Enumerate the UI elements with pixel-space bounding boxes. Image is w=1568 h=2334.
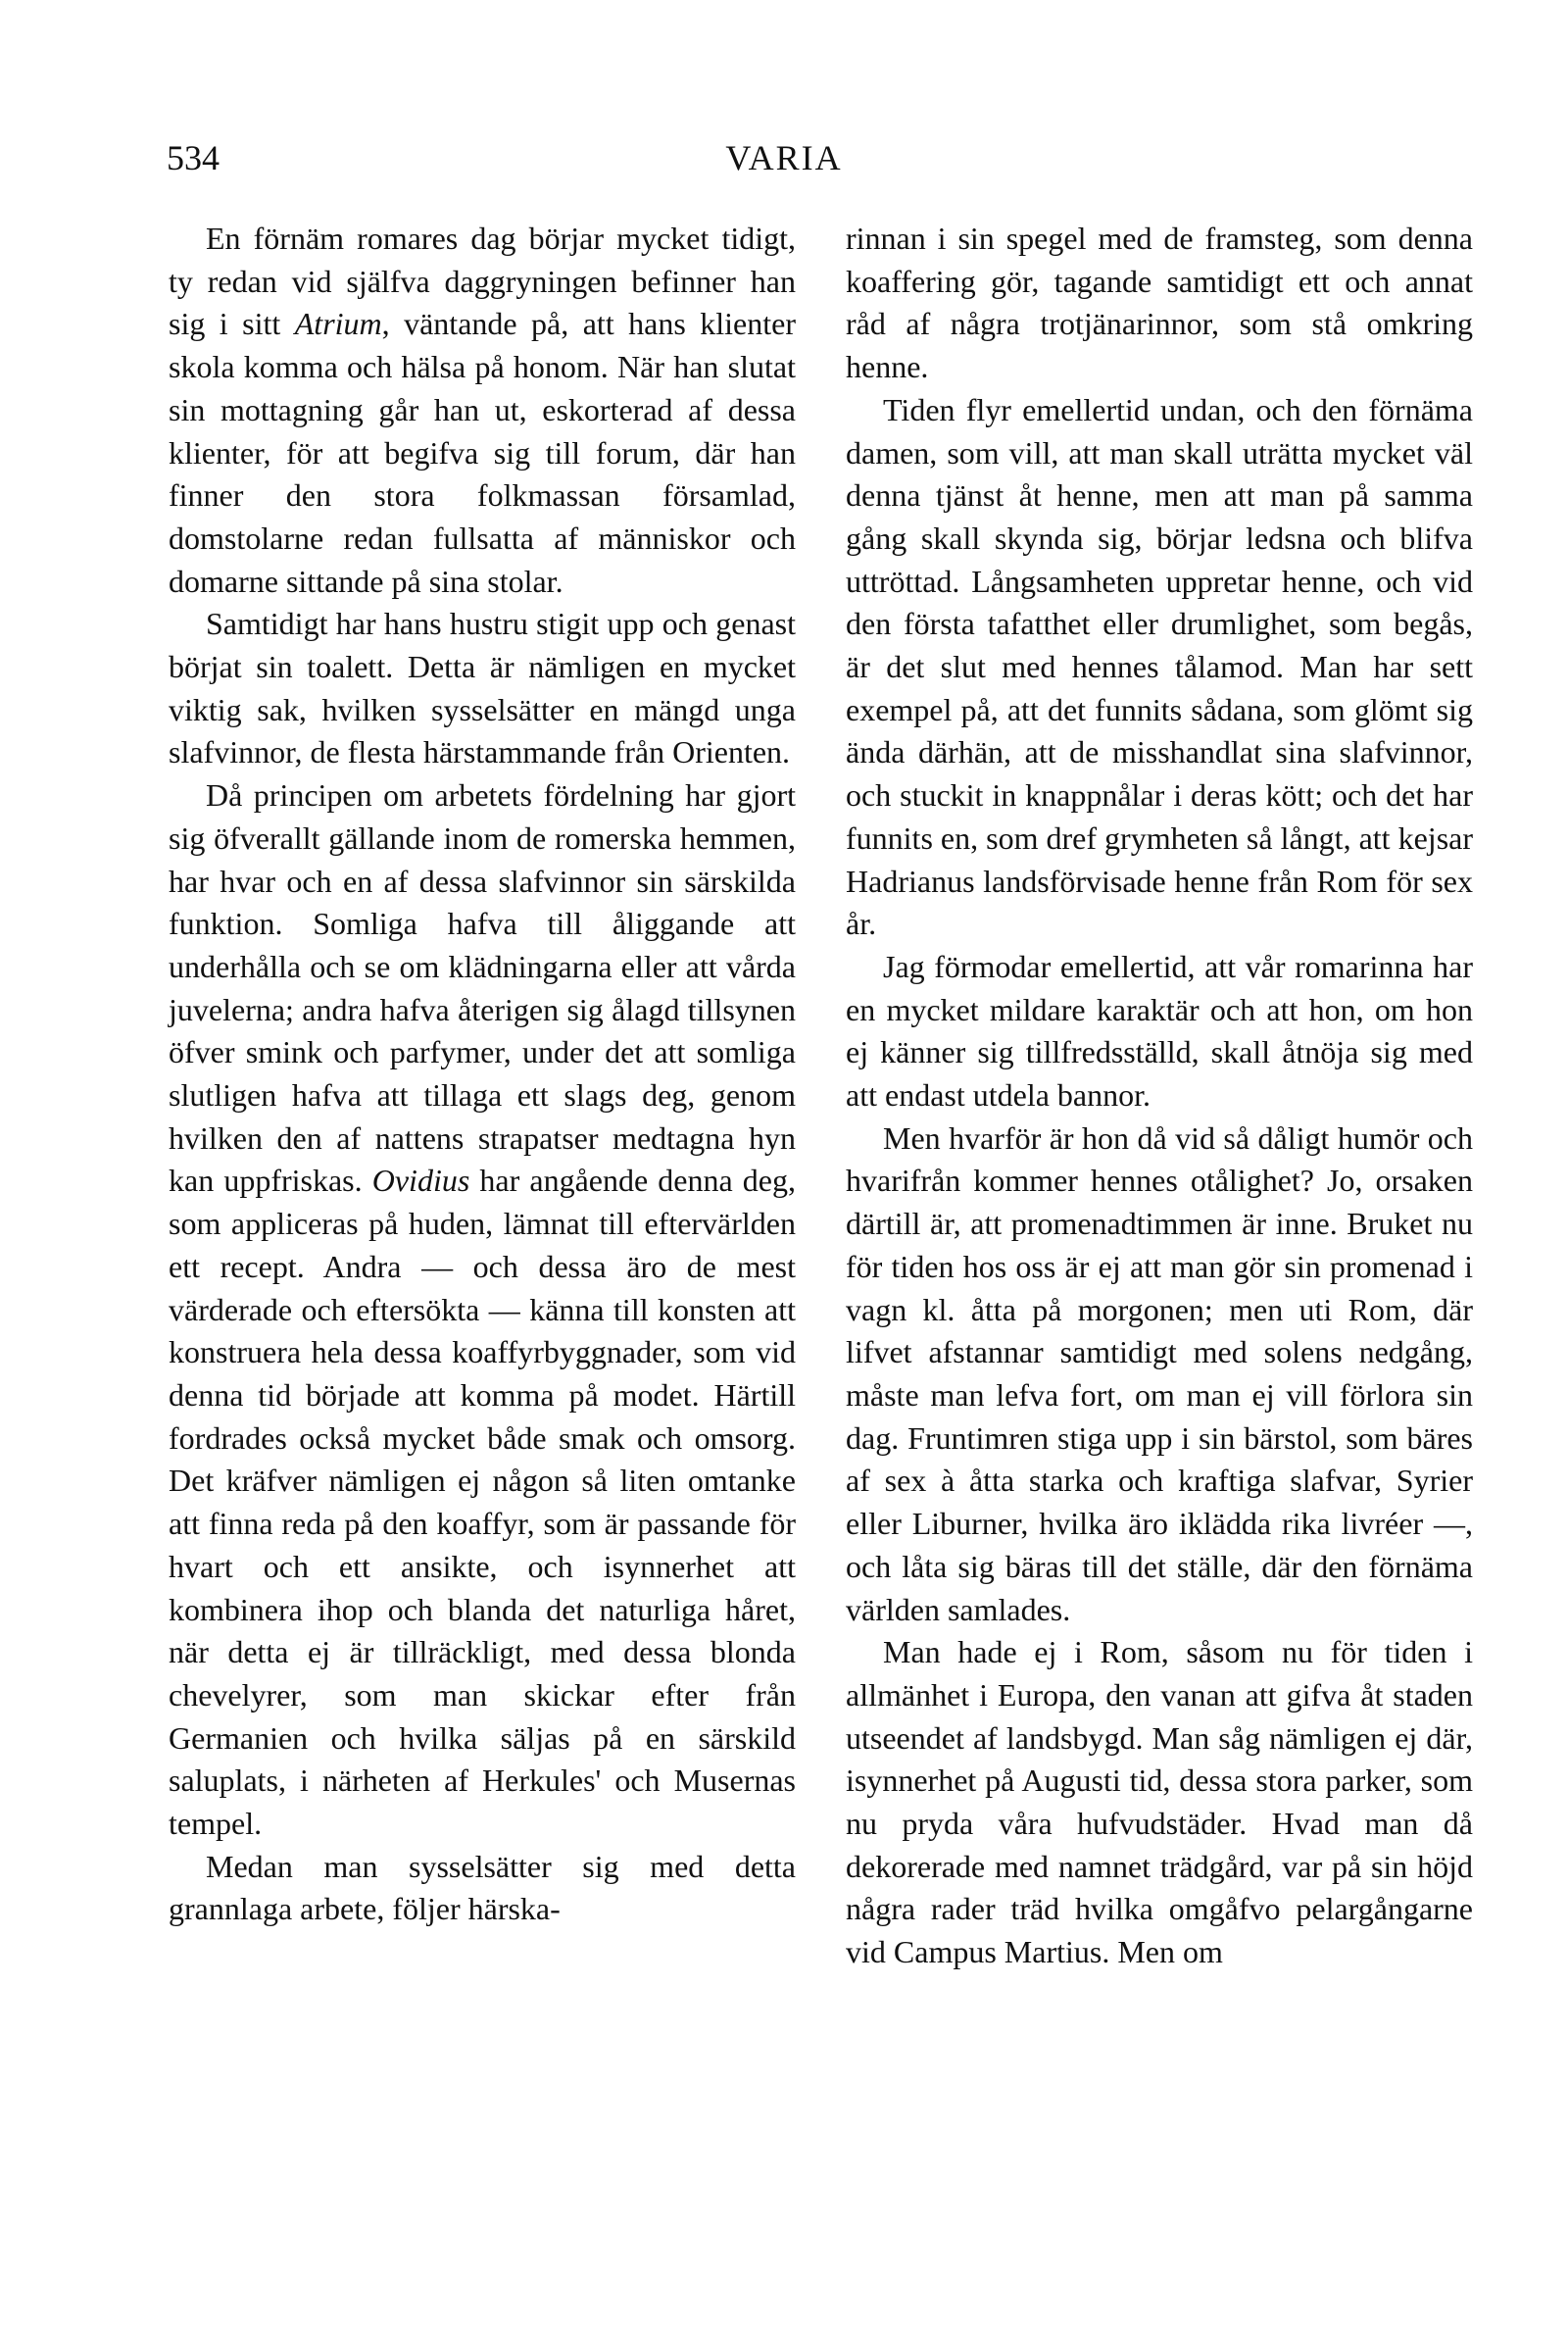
paragraph: rinnan i sin spegel med de framsteg, som denna koaffering gör, tagande samtidigt ett och annat råd af några trotjänarinnor, som stå omkring henne. <box>846 221 1473 385</box>
left-column <box>169 218 796 1931</box>
paragraph: Då principen om arbetets fördelning har gjort sig öfverallt gällande inom de romerska hemmen, har hvar och en af dessa slafvinnor sin särskilda funktion. Somliga hafva till åliggande att underhålla och se om klädningarna eller att vårda juvelerna; andra hafva återigen sig ålagd tillsynen öfver smink och parfymer, under det att somliga slutligen hafva att tillaga ett slags deg, genom hvilken den af nattens strapatser medtagna hyn kan uppfriskas. Ovidius har angående denna deg, som appliceras på huden, lämnat till eftervärlden ett recept. Andra — och dessa äro de mest värderade och eftersökta — känna till konsten att konstruera hela dessa koaffyrbyggnader, som vid denna tid började att komma på modet. Härtill fordrades också mycket både smak och omsorg. Det kräfver nämligen ej någon så liten omtanke att finna reda på den koaffyr, som är passande för hvart och ett ansikte, och isynnerhet att kombinera ihop och blanda det naturliga håret, när detta ej är tillräckligt, med dessa blonda chevelyrer, som man skickar efter från Germanien och hvilka säljas på en särskild saluplats, i närheten af Herkules' och Musernas tempel. <box>169 777 796 1842</box>
paragraph: En förnäm romares dag börjar mycket tidigt, ty redan vid själfva daggryningen befinner han sig i sitt Atrium, väntande på, att hans klienter skola komma och hälsa på honom. När han slutat sin mottagning går han ut, eskorterad af dessa klienter, för att begifva sig till forum, där han finner den stora folkmassan församlad, domstolarne redan fullsatta af människor och domarne sittande på sina stolar. <box>169 221 797 599</box>
paragraph: Samtidigt har hans hustru stigit upp och genast börjat sin toalett. Detta är nämligen en mycket viktig sak, hvilken sysselsätter en mängd unga slafvinnor, de flesta härstammande från Orienten. <box>169 606 796 770</box>
paragraph: Tiden flyr emellertid undan, och den förnäma damen, som vill, att man skall uträtta mycket väl denna tjänst åt henne, men att man på samma gång skall skynda sig, börjar ledsna och blifva uttröttad. Långsamheten uppretar henne, och vid den första tafatthet eller drumlighet, som begås, är det slut med hennes tålamod. Man har sett exempel på, att det funnits sådana, som glömt sig ända därhän, att de misshandlat sina slafvinnor, och stuckit in knappnålar i deras kött; och det har funnits en, som dref grymheten så långt, att kejsar Hadrianus landsförvisade henne från Rom för sex år. <box>846 391 1473 942</box>
page-number: 534 <box>167 138 220 177</box>
right-column <box>846 218 1473 1974</box>
paragraph: Jag förmodar emellertid, att vår romarinna har en mycket mildare karaktär och att hon, om hon ej känner sig tillfredsställd, skall åtnöja sig med att endast utdela bannor. <box>846 948 1473 1114</box>
paragraph: Medan man sysselsätter sig med detta grannlaga arbete, följer härska- <box>169 1848 796 1927</box>
paragraph: Men hvarför är hon då vid så dåligt humör och hvarifrån kommer hennes otålighet? Jo, orsaken därtill är, att promenadtimmen är inne. Bruket nu för tiden hos oss är ej att man gör sin promenad i vagn kl. åtta på morgonen; men uti Rom, där lifvet afstannar samtidigt med solens nedgång, måste man lefva fort, om man ej vill förlora sin dag. Fruntimren stiga upp i sin bärstol, som bäres af sex à åtta starka och kraftiga slafvar, Syrier eller Liburner, hvilka äro iklädda rika livréer —, och låta sig bäras till det ställe, där den förnäma världen samlades. <box>846 1119 1473 1627</box>
running-head: VARIA <box>725 138 843 177</box>
paragraph: Man hade ej i Rom, såsom nu för tiden i allmänhet i Europa, den vanan att gifva åt staden utseendet af landsbygd. Man såg nämligen ej där, isynnerhet på Augusti tid, dessa stora parker, som nu pryda våra hufvudstäder. Hvad man då dekorerade med namnet trädgård, var på sin höjd några rader träd hvilka omgåfvo pelargångarne vid Campus Martius. Men om <box>846 1634 1473 1970</box>
